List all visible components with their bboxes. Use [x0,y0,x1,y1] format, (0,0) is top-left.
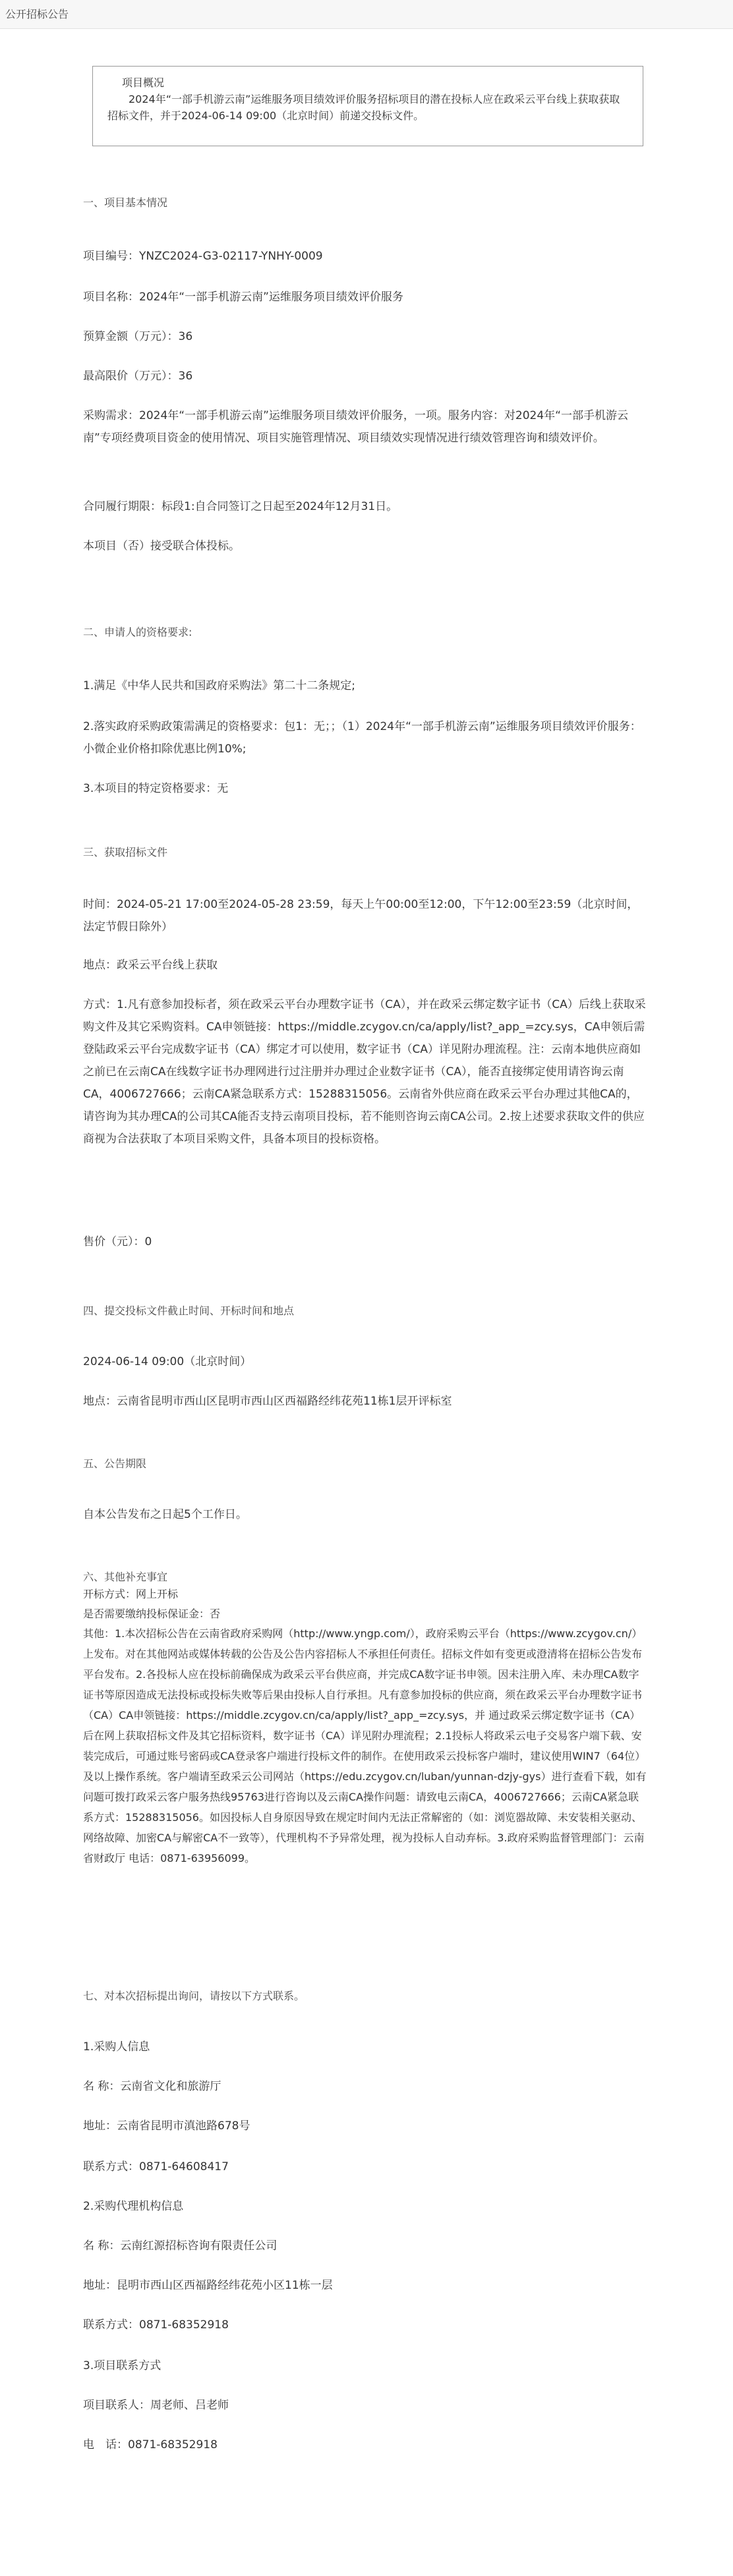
max-price: 最高限价（万元）：36 [83,370,193,383]
project-name: 项目名称：2024年“一部手机游云南”运维服务项目绩效评价服务 [83,291,403,304]
doc-title: 公开招标公告 [5,8,69,20]
procurement-demand: 采购需求：2024年“一部手机游云南”运维服务项目绩效评价服务，一项。服务内容：对2024年“一部手机游云南”专项经费项目资金的使用情况、项目实施管理情况、项目绩效实现情况进行绩效管理咨询和绩效评价。 [83,409,628,445]
obtain-place: 地点：政采云平台线上获取 [83,959,218,972]
project-overview-box [92,66,643,146]
bid-opening-place: 地点：云南省昆明市西山区昆明市西山区西福路经纬花苑11栋1层开评标室 [83,1395,452,1408]
agency-name: 名 称：云南红源招标咨询有限责任公司 [83,2239,278,2253]
agency-heading: 2.采购代理机构信息 [83,2200,184,2213]
obtain-method: 方式：1.凡有意参加投标者，须在政采云平台办理数字证书（CA），并在政采云绑定数字证书（CA）后线上获取采购文件及其它采购资料。CA申领链接：https://middle.zcygov.cn/ca/apply/list?_app_=zcy.sys，CA申领后需登陆政采云平台完成数字证书（CA）绑定才可以使用，数字证书（CA）详见附办理流程。注：云南本地供应商如之前已在云南CA在线数字证书办理网进行过注册并办理过企业数字证书（CA），能否直接绑定使用请咨询云南CA，4006727666；云南CA紧急联系方式：15288315056。云南省外供应商在政采云平台办理过其他CA的，请咨询为其办理CA的公司其CA能否支持云南项目投标，若不能则咨询云南CA公司。2.按上述要求获取文件的供应商视为合法获取了本项目采购文件，具备本项目的投标资格。 [83,998,646,1146]
qualification-req-3: 3.本项目的特定资格要求：无 [83,782,229,795]
obtain-time: 时间：2024-05-21 17:00至2024-05-28 23:59，每天上午00:00至12:00，下午12:00至23:59（北京时间，法定节假日除外） [83,898,639,934]
budget-amount: 预算金额（万元）：36 [83,330,193,343]
section-title-obtain-docs: 三、获取招标文件 [83,846,168,858]
qualification-req-2: 2.落实政府采购政策需满足的资格要求：包1：无；；（1）2024年“一部手机游云南”运维服务项目绩效评价服务：小微企业价格扣除优惠比例10%; [83,720,641,756]
qualification-req-1: 1.满足《中华人民共和国政府采购法》第二十二条规定; [83,679,355,692]
project-contact-person: 项目联系人：周老师、吕老师 [83,2399,229,2412]
contract-period: 合同履行期限：标段1:自合同签订之日起至2024年12月31日。 [83,500,398,513]
bid-deadline: 2024-06-14 09:00（北京时间） [83,1355,252,1368]
notice-period-text: 自本公告发布之日起5个工作日。 [83,1508,247,1521]
agency-address: 地址：昆明市西山区西福路经纬花苑小区11栋一层 [83,2279,333,2292]
project-contact-phone: 电 话：0871-68352918 [83,2438,218,2451]
section-title-notice-period: 五、公告期限 [83,1457,147,1470]
section-title-basic-info: 一、项目基本情况 [83,196,168,209]
deposit-required: 是否需要缴纳投标保证金：否 [83,1608,221,1620]
purchaser-contact: 联系方式：0871-64608417 [83,2160,229,2173]
document-price: 售价（元）：0 [83,1235,152,1248]
project-contact-heading: 3.项目联系方式 [83,2359,161,2372]
consortium-bid: 本项目（否）接受联合体投标。 [83,540,240,553]
purchaser-name: 名 称：云南省文化和旅游厅 [83,2080,221,2093]
purchaser-heading: 1.采购人信息 [83,2040,150,2054]
section-title-qualification: 二、申请人的资格要求: [83,626,192,638]
opening-method: 开标方式：网上开标 [83,1588,179,1600]
other-matters-text: 其他：1.本次招标公告在云南省政府采购网（http://www.yngp.com/），政府采购云平台（https://www.zcygov.cn/）上发布。对在其他网站或媒体转载的公告及公告内容招标人不承担任何责任。招标文件如有变更或澄清将在招标公告发布平台发布。2.各投标人应在投标前确保成为政采云平台供应商，并完成CA数字证书申领。因未注册入库、未办理CA数字证书等原因造成无法投标或投标失败等后果由投标人自行承担。凡有意参加投标的供应商，须在政采云平台办理数字证书（CA）CA申领链接：https://middle.zcygov.cn/ca/apply/list?_app_=zcy.sys，并 通过政采云绑定数字证书（CA）后在网上获取招标文件及其它招标资料，数字证书（CA）详见附办理流程；2.1投标人将政采云电子交易客户端下载、安装完成后，可通过账号密码或CA登录客户端进行投标文件的制作。在使用政采云投标客户端时，建议使用WIN7（64位）及以上操作系统。客户端请至政采云公司网站（https://edu.zcygov.cn/luban/yunnan-dzjy-gys）进行查看下载，如有问题可拨打政采云客户服务热线95763进行咨询以及云南CA操作问题：请致电云南CA，4006727666；云南CA紧急联系方式：15288315056。如因投标人自身原因导致在规定时间内无法正常解密的（如：浏览器故障、未安装相关驱动、网络故障、加密CA与解密CA不一致等），代理机构不予异常处理，视为投标人自动弃标。3.政府采购监督管理部门：云南省财政厅 电话：0871-63956099。 [83,1627,647,1864]
doc-header [0,0,733,29]
agency-contact: 联系方式：0871-68352918 [83,2318,229,2332]
overview-title: 项目概况 [122,76,165,89]
purchaser-address: 地址：云南省昆明市滇池路678号 [83,2119,250,2133]
section-title-contacts: 七、对本次招标提出询问，请按以下方式联系。 [83,1990,305,2002]
overview-text: 2024年“一部手机游云南”运维服务项目绩效评价服务招标项目的潜在投标人应在政采云平台线上获取获取招标文件，并于2024-06-14 09:00（北京时间）前递交投标文件。 [107,93,620,122]
project-number: 项目编号：YNZC2024-G3-02117-YNHY-0009 [83,250,323,263]
section-title-deadline: 四、提交投标文件截止时间、开标时间和地点 [83,1304,295,1317]
section-title-other-matters: 六、其他补充事宜 [83,1571,168,1583]
